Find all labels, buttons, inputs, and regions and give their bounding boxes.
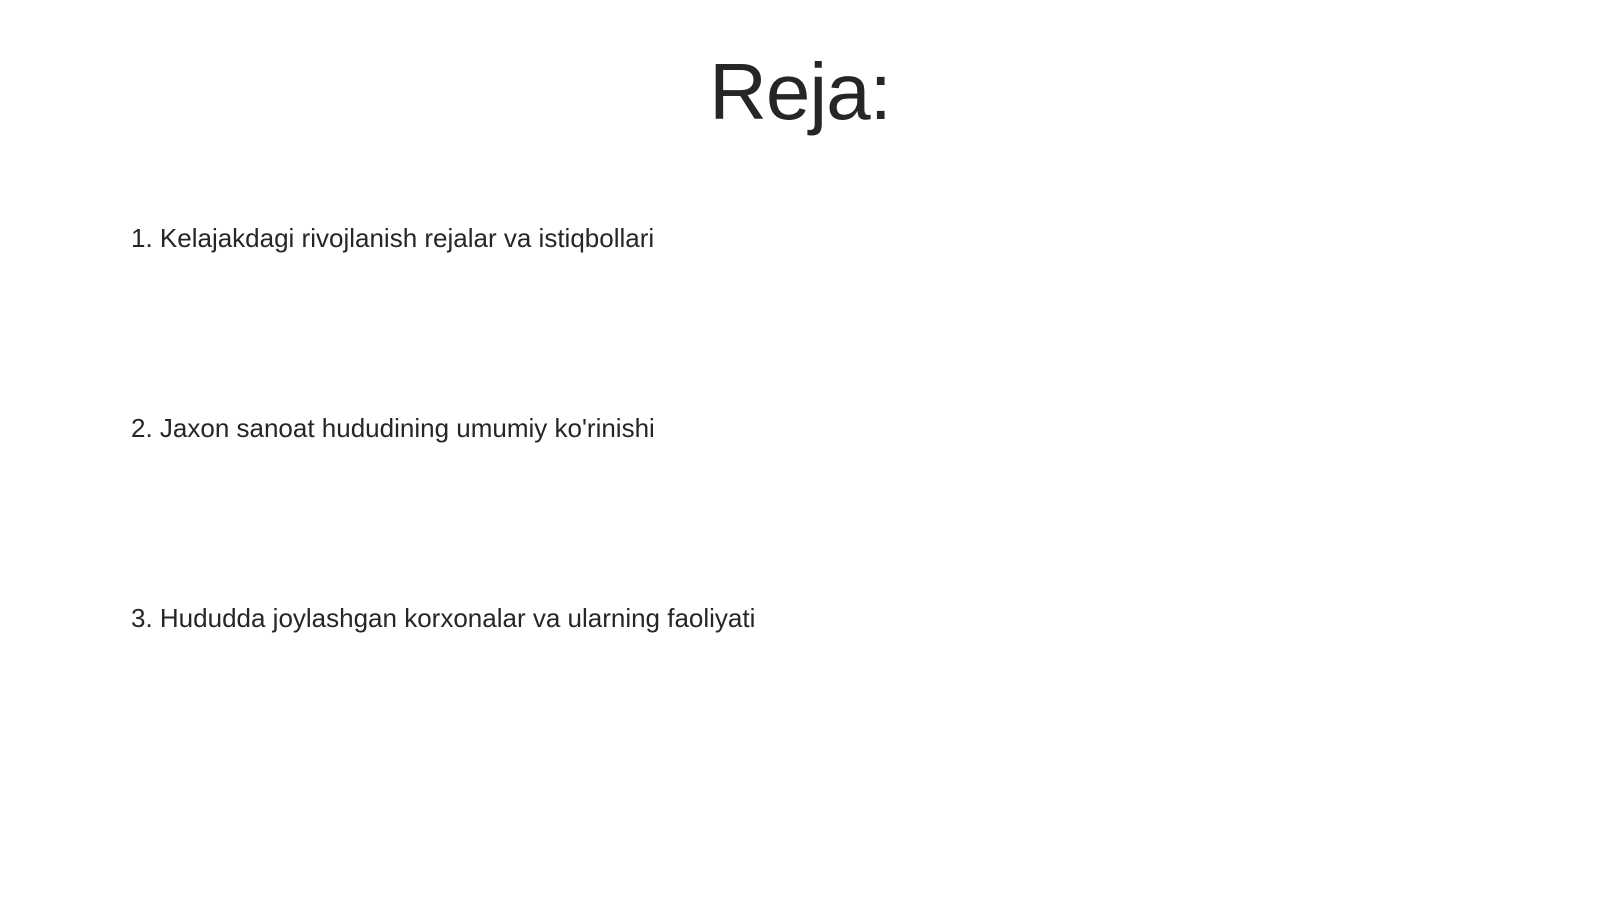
plan-item: 1. Kelajakdagi rivojlanish rejalar va istiqbollari	[131, 223, 655, 253]
plan-item: 2. Jaxon sanoat hududining umumiy ko'rinishi	[131, 413, 655, 443]
plan-item: 3. Hududda joylashgan korxonalar va ularning faoliyati	[131, 603, 756, 633]
slide-title: Reja:	[709, 47, 891, 136]
